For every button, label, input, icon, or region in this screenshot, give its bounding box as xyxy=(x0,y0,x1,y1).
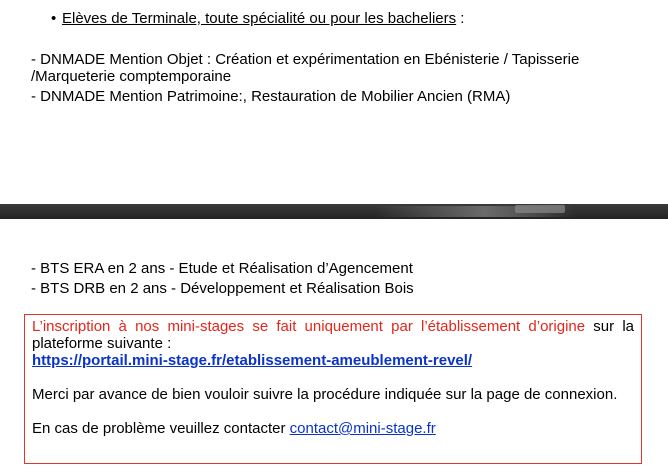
decorative-photo-band xyxy=(0,204,668,219)
contact-email-link[interactable]: contact@mini-stage.fr xyxy=(289,420,436,437)
registration-notice-box xyxy=(24,314,642,464)
notice-continuation: sur la plateforme suivante : xyxy=(32,318,634,352)
notice-intro xyxy=(32,318,634,352)
notice-content xyxy=(32,318,634,437)
notice-contact-line xyxy=(32,420,634,437)
bts-drb-line: - BTS DRB en 2 ans - Développement et Réalisation Bois xyxy=(31,280,414,297)
bts-era-line: - BTS ERA en 2 ans - Etude et Réalisation d’Agencement xyxy=(31,260,413,277)
terminale-bullet-item xyxy=(51,10,465,27)
terminale-heading-suffix: : xyxy=(456,10,465,27)
bullet-icon: • xyxy=(51,10,57,27)
platform-link[interactable]: https://portail.mini-stage.fr/etablissement-ameublement-revel/ xyxy=(32,352,473,369)
dnmade-patrimoine-line: - DNMADE Mention Patrimoine:, Restauration de Mobilier Ancien (RMA) xyxy=(31,88,511,105)
dnmade-objet-line-cont: /Marqueterie comptemporaine xyxy=(31,68,232,85)
band-highlight-spot xyxy=(515,205,565,213)
dnmade-objet-line: - DNMADE Mention Objet : Création et expérimentation en Ebénisterie / Tapisserie xyxy=(31,51,580,68)
notice-thanks: Merci par avance de bien vouloir suivre la procédure indiquée sur la page de connexion. xyxy=(32,386,618,403)
notice-red-text: L’inscription à nos mini-stages se fait uniquement par l’établissement d’origine xyxy=(32,318,586,335)
terminale-heading: Elèves de Terminale, toute spécialité ou pour les bacheliers xyxy=(62,10,457,27)
contact-prefix: En cas de problème veuillez contacter xyxy=(32,420,290,437)
